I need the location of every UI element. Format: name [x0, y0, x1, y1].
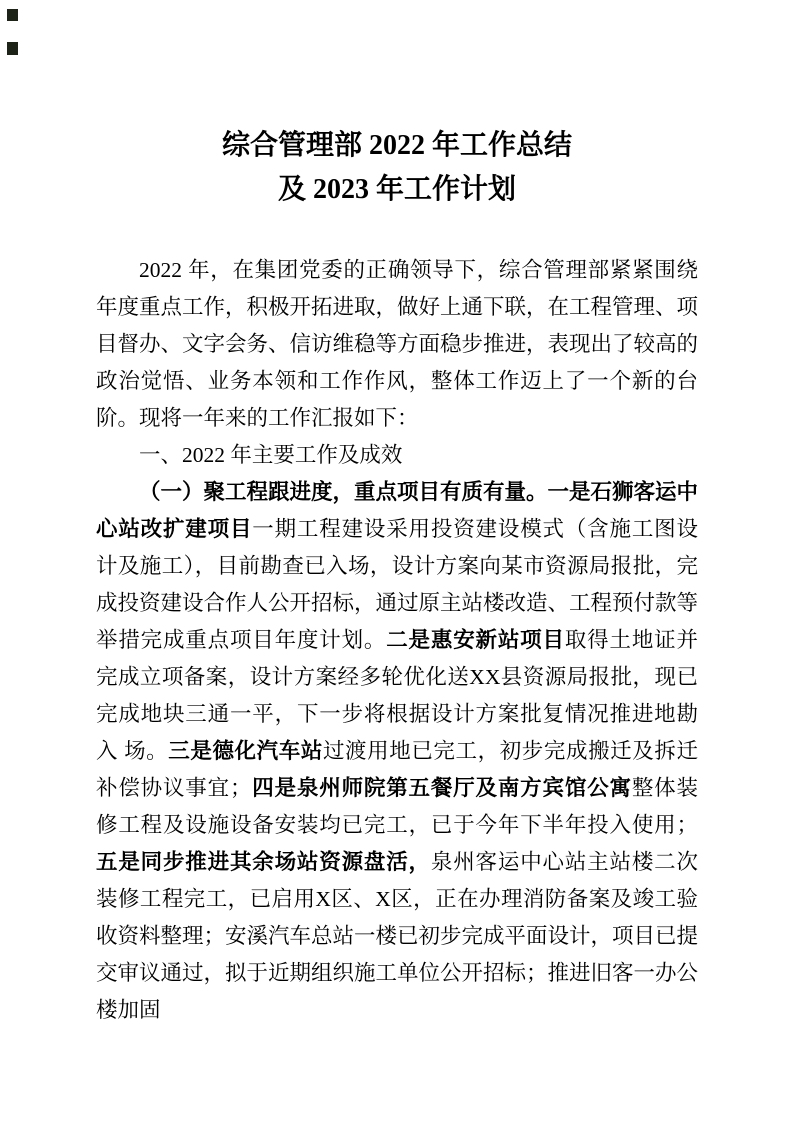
text-run-regular: 下一步将根据设计方案批复情况推进地勘入 场。	[96, 702, 698, 763]
text-run-regular: 过渡用地已完工，初步完成搬迁及拆迁补偿协议事宜；	[96, 739, 698, 800]
text-run-regular: 整体装修工程及设施设备安装均已完工，已于今年下半年投入使用；	[96, 776, 698, 837]
margin-mark-square-icon	[7, 9, 18, 21]
margin-mark-square-icon	[7, 42, 18, 55]
text-run-bold: 二是惠安新站项目	[386, 628, 565, 652]
text-run-bold: 三是德化汽车站	[168, 739, 323, 763]
document-title	[96, 124, 698, 212]
text-run-regular: 取得土地证并完成立项备案，设计方案经多轮优化送XX县资源局报批，现	[96, 628, 698, 689]
text-run-regular: 泉州客运中心站主站楼二次装修工程完工，已启用X区、X区，正在办理消防备案及竣工验收资料整理；安溪汽车总站一楼已初步完成平面设计，项目已提交审议通过，拟于近期组织施工单位公开招标；推进旧客一办公楼加固	[96, 850, 699, 1022]
text-run-regular: 一、2022 年主要工作及成效	[139, 443, 403, 467]
document-content	[96, 0, 698, 1029]
document-body	[96, 252, 698, 1029]
text-run-regular: 一期工程建设采用投资建设模式（含施工图设计及施工），目前勘查已入场，设计方案向某市资源局报批，完成投资建设合作人公开招标，通过原主站楼改造、工程预付款等举措完成重点项目年度计划。	[96, 517, 699, 652]
title-line-2: 及 2023 年工作计划	[277, 174, 516, 205]
body-paragraph	[96, 252, 698, 437]
text-run-bold: 五是同步推进其余场站资源盘活，	[96, 850, 431, 874]
text-run-song: 已完成地块三通一平，	[96, 665, 698, 726]
text-run-bold: 四是泉州师院第五餐厅及南方宾馆公寓	[251, 776, 632, 800]
text-run-bold: （一）聚工程跟进度，重点项目有质有量。一是石狮客运中心站改扩建项目	[96, 480, 699, 541]
text-run-regular: 2022 年，在集团党委的正确领导下，综合管理部紧紧围绕年度重点工作，积极开拓进取，做好上通下联，在工程管理、项目督办、文字会务、信访维稳等方面稳步推进，表现出了较高的政治觉悟、业务本领和工作作风，整体工作迈上了一个新的台阶。现将一年来的工作汇报如下：	[96, 258, 699, 430]
section-heading	[96, 437, 698, 474]
body-paragraph	[96, 474, 698, 1029]
title-line-1: 综合管理部 2022 年工作总结	[221, 130, 572, 161]
